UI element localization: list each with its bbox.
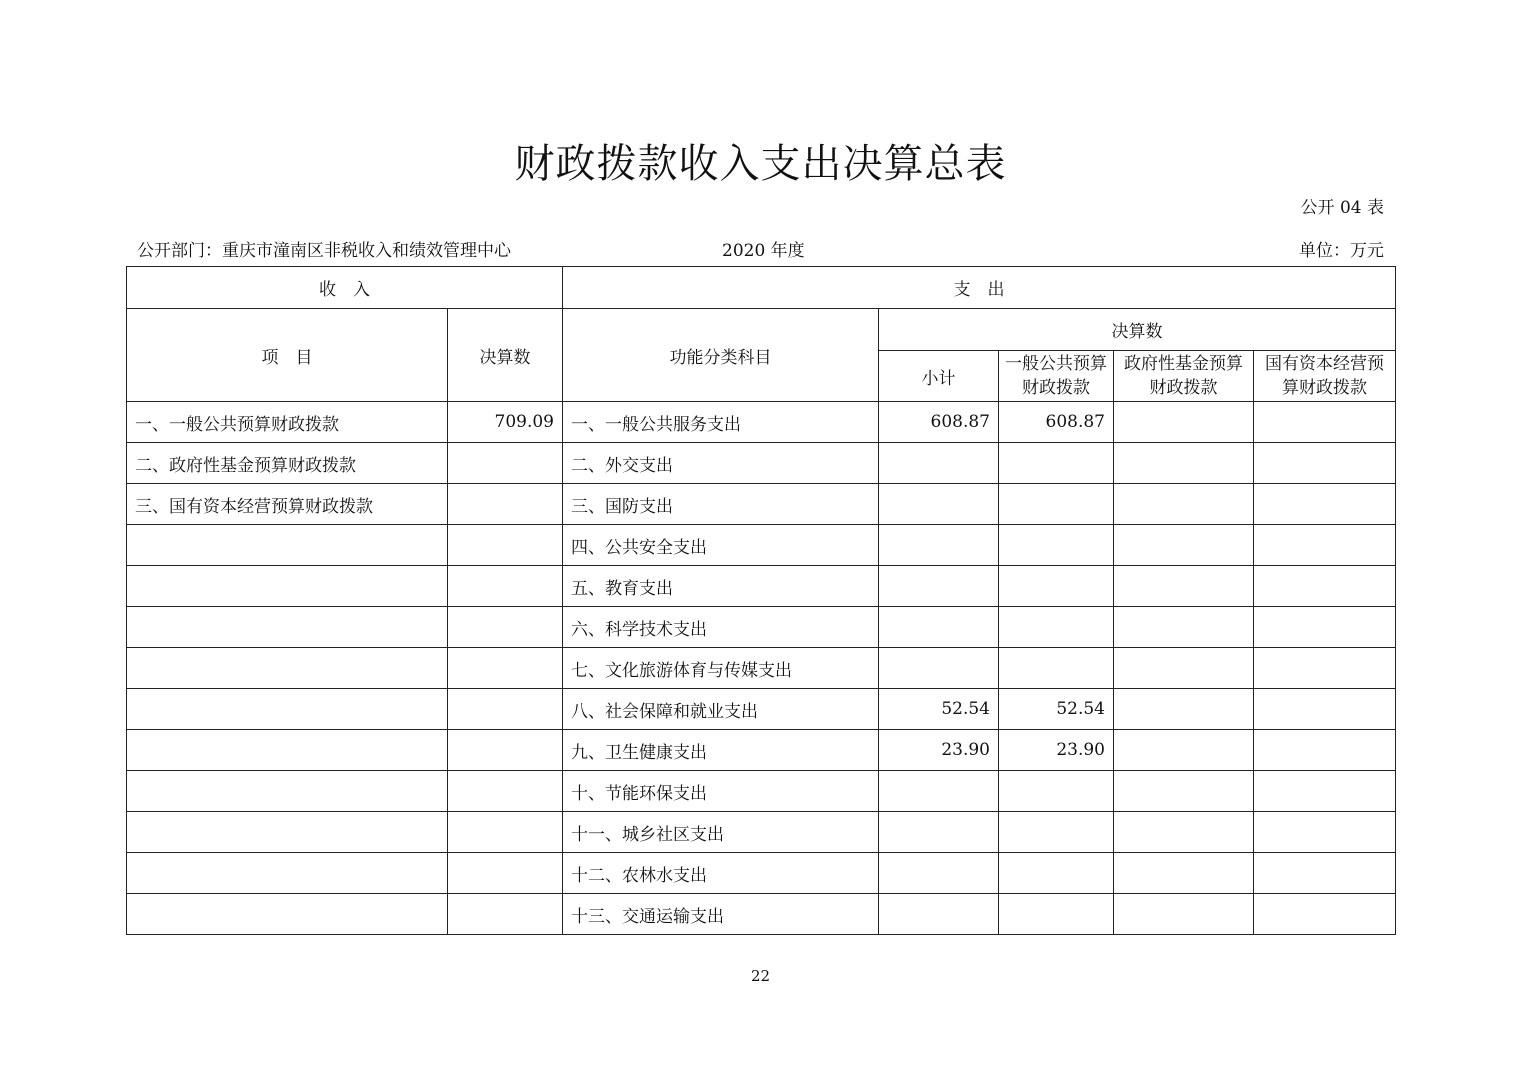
- income-amount-cell: [448, 525, 563, 566]
- income-amount-cell: [448, 771, 563, 812]
- gov-fund-cell: [1114, 566, 1254, 607]
- state-capital-cell: [1254, 771, 1396, 812]
- table-row: [127, 771, 1396, 812]
- general-budget-header: 一般公共预算财政拨款: [999, 351, 1114, 402]
- unit-label: 单位：万元: [1299, 241, 1384, 261]
- general-budget-cell: [999, 771, 1114, 812]
- income-amount-cell: [448, 648, 563, 689]
- table-row: [127, 648, 1396, 689]
- fiscal-year-label: 2020 年度: [722, 241, 805, 261]
- table-row: [127, 812, 1396, 853]
- expense-item-cell: 二、外交支出: [563, 443, 879, 484]
- state-capital-cell: [1254, 853, 1396, 894]
- gov-fund-cell: [1114, 689, 1254, 730]
- table-row: [127, 525, 1396, 566]
- gov-fund-cell: [1114, 484, 1254, 525]
- gov-fund-cell: [1114, 894, 1254, 935]
- expense-item-cell: 七、文化旅游体育与传媒支出: [563, 648, 879, 689]
- table-row: [127, 484, 1396, 525]
- general-budget-cell: [999, 812, 1114, 853]
- fiscal-summary-table: [126, 266, 1396, 935]
- form-number: 公开 04 表: [1300, 198, 1384, 218]
- department-label: 公开部门：重庆市潼南区非税收入和绩效管理中心: [137, 241, 511, 261]
- income-amount-cell: [448, 730, 563, 771]
- gov-fund-cell: [1114, 812, 1254, 853]
- expense-item-cell: 十三、交通运输支出: [563, 894, 879, 935]
- amount-header: 决算数: [448, 309, 563, 402]
- income-amount-cell: [448, 443, 563, 484]
- subtotal-cell: [879, 525, 999, 566]
- gov-fund-cell: [1114, 402, 1254, 443]
- table-row: [127, 443, 1396, 484]
- general-budget-cell: [999, 648, 1114, 689]
- subtotal-cell: [879, 812, 999, 853]
- table-row: [127, 853, 1396, 894]
- income-item-cell: [127, 525, 448, 566]
- expense-item-cell: 三、国防支出: [563, 484, 879, 525]
- general-budget-cell: [999, 607, 1114, 648]
- income-amount-cell: [448, 894, 563, 935]
- table-row: [127, 566, 1396, 607]
- subtotal-cell: 23.90: [879, 730, 999, 771]
- subtotal-cell: [879, 484, 999, 525]
- income-header: 收 入: [127, 267, 563, 309]
- gov-fund-cell: [1114, 730, 1254, 771]
- subtotal-cell: [879, 566, 999, 607]
- gov-fund-cell: [1114, 853, 1254, 894]
- state-capital-cell: [1254, 525, 1396, 566]
- function-subject-header: 功能分类科目: [563, 309, 879, 402]
- table-row: [127, 402, 1396, 443]
- income-item-cell: [127, 894, 448, 935]
- expense-item-cell: 九、卫生健康支出: [563, 730, 879, 771]
- income-item-cell: [127, 566, 448, 607]
- expense-item-cell: 十、节能环保支出: [563, 771, 879, 812]
- general-budget-cell: 52.54: [999, 689, 1114, 730]
- general-budget-cell: 23.90: [999, 730, 1114, 771]
- state-capital-cell: [1254, 812, 1396, 853]
- table-row: [127, 689, 1396, 730]
- income-amount-cell: [448, 853, 563, 894]
- income-item-cell: 二、政府性基金预算财政拨款: [127, 443, 448, 484]
- gov-fund-cell: [1114, 443, 1254, 484]
- income-item-cell: [127, 730, 448, 771]
- income-amount-cell: [448, 566, 563, 607]
- general-budget-cell: [999, 484, 1114, 525]
- income-item-cell: [127, 689, 448, 730]
- item-header: 项 目: [127, 309, 448, 402]
- subtotal-cell: [879, 894, 999, 935]
- gov-fund-cell: [1114, 648, 1254, 689]
- gov-fund-cell: [1114, 771, 1254, 812]
- state-capital-cell: [1254, 689, 1396, 730]
- income-item-cell: [127, 648, 448, 689]
- income-amount-cell: [448, 484, 563, 525]
- subtotal-cell: [879, 607, 999, 648]
- expense-item-cell: 十二、农林水支出: [563, 853, 879, 894]
- subtotal-cell: 52.54: [879, 689, 999, 730]
- state-capital-cell: [1254, 566, 1396, 607]
- state-capital-header: 国有资本经营预算财政拨款: [1254, 351, 1396, 402]
- income-item-cell: [127, 853, 448, 894]
- general-budget-cell: [999, 894, 1114, 935]
- subtotal-header: 小计: [879, 351, 999, 402]
- income-amount-cell: 709.09: [448, 402, 563, 443]
- expense-header: 支 出: [563, 267, 1396, 309]
- income-item-cell: [127, 607, 448, 648]
- income-amount-cell: [448, 812, 563, 853]
- state-capital-cell: [1254, 648, 1396, 689]
- state-capital-cell: [1254, 402, 1396, 443]
- expense-item-cell: 五、教育支出: [563, 566, 879, 607]
- expense-item-cell: 六、科学技术支出: [563, 607, 879, 648]
- gov-fund-cell: [1114, 607, 1254, 648]
- subtotal-cell: 608.87: [879, 402, 999, 443]
- expense-item-cell: 四、公共安全支出: [563, 525, 879, 566]
- state-capital-cell: [1254, 894, 1396, 935]
- income-item-cell: 一、一般公共预算财政拨款: [127, 402, 448, 443]
- page-title: 财政拨款收入支出决算总表: [514, 141, 1007, 187]
- subtotal-cell: [879, 648, 999, 689]
- final-amount-header: 决算数: [879, 309, 1396, 351]
- income-amount-cell: [448, 607, 563, 648]
- general-budget-cell: 608.87: [999, 402, 1114, 443]
- gov-fund-cell: [1114, 525, 1254, 566]
- table-row: [127, 894, 1396, 935]
- state-capital-cell: [1254, 730, 1396, 771]
- income-item-cell: [127, 771, 448, 812]
- table-row: [127, 607, 1396, 648]
- subtotal-cell: [879, 771, 999, 812]
- page-number: 22: [750, 967, 771, 985]
- subtotal-cell: [879, 853, 999, 894]
- general-budget-cell: [999, 525, 1114, 566]
- income-item-cell: [127, 812, 448, 853]
- gov-fund-header: 政府性基金预算财政拨款: [1114, 351, 1254, 402]
- state-capital-cell: [1254, 443, 1396, 484]
- table-row: [127, 730, 1396, 771]
- income-amount-cell: [448, 689, 563, 730]
- general-budget-cell: [999, 853, 1114, 894]
- general-budget-cell: [999, 566, 1114, 607]
- general-budget-cell: [999, 443, 1114, 484]
- state-capital-cell: [1254, 484, 1396, 525]
- expense-item-cell: 十一、城乡社区支出: [563, 812, 879, 853]
- expense-item-cell: 八、社会保障和就业支出: [563, 689, 879, 730]
- subtotal-cell: [879, 443, 999, 484]
- income-item-cell: 三、国有资本经营预算财政拨款: [127, 484, 448, 525]
- expense-item-cell: 一、一般公共服务支出: [563, 402, 879, 443]
- state-capital-cell: [1254, 607, 1396, 648]
